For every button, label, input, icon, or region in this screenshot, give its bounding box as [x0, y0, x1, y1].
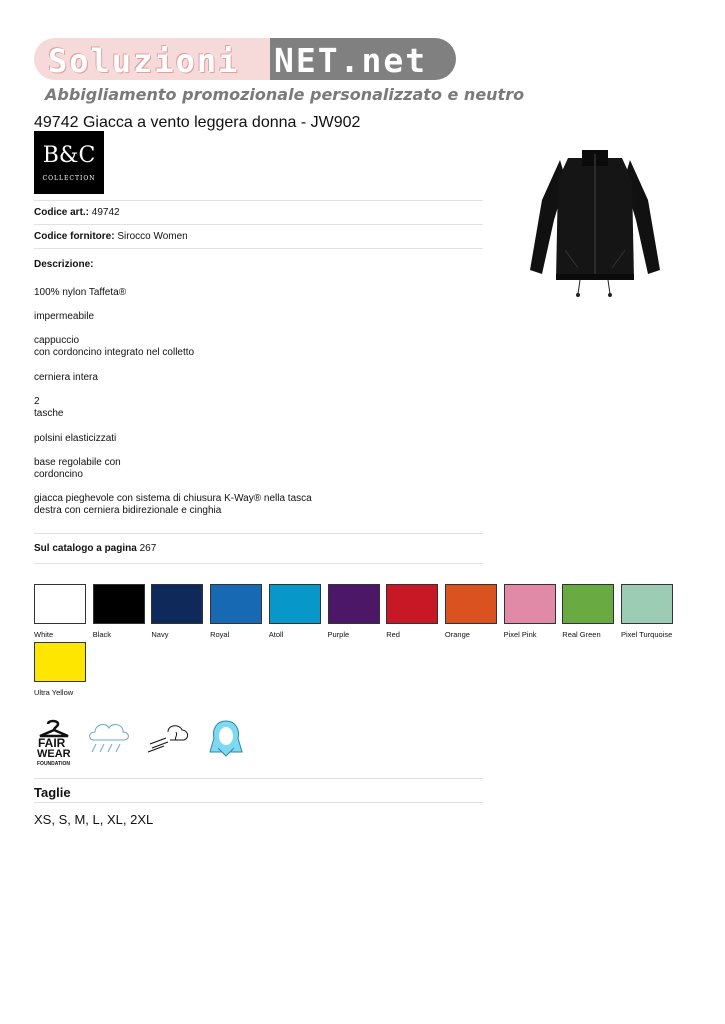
color-name: Royal — [210, 630, 230, 639]
divider — [34, 563, 483, 564]
description-line: con cordoncino integrato nel colletto — [34, 347, 195, 358]
color-name: Ultra Yellow — [34, 688, 74, 697]
description-line: base regolabile con — [34, 457, 121, 468]
hood-icon — [204, 718, 248, 758]
jacket-illustration — [520, 140, 670, 300]
description-line: 2 — [34, 396, 40, 407]
brand-sub: COLLECTION — [42, 175, 96, 182]
description-paragraph — [34, 335, 334, 359]
color-name: Red — [386, 630, 400, 639]
supplier-code-value: Sirocco Women — [117, 231, 188, 242]
hanger-icon — [34, 718, 74, 738]
color-swatch[interactable] — [34, 642, 86, 682]
fairwear-top: FAIR — [38, 736, 66, 750]
fair-wear-icon — [34, 718, 74, 770]
brand-logo — [34, 131, 104, 194]
supplier-code-label: Codice fornitore: — [34, 231, 115, 242]
color-name: Navy — [151, 630, 169, 639]
color-name: Atoll — [268, 630, 284, 639]
product-code-label: Codice art.: — [34, 207, 90, 218]
divider — [34, 778, 483, 779]
description-line: destra con cerniera bidirezionale e cinghia — [34, 505, 222, 516]
description-line: giacca pieghevole con sistema di chiusura K-Way® nella tasca — [34, 493, 312, 504]
rain-icon — [86, 718, 132, 758]
color-swatch[interactable] — [210, 584, 262, 624]
site-tagline: Abbigliamento promozionale personalizzato e neutro — [45, 85, 525, 104]
color-name: Purple — [327, 630, 350, 639]
color-name: White — [34, 630, 54, 639]
divider — [34, 248, 483, 249]
fairwear-mid: WEAR — [37, 748, 71, 760]
color-swatch[interactable] — [269, 584, 321, 624]
description-paragraph — [34, 493, 374, 517]
color-swatch[interactable] — [93, 584, 145, 624]
color-swatch[interactable] — [151, 584, 203, 624]
wind-icon — [146, 718, 192, 758]
logo-text-right: NET.net — [274, 41, 428, 80]
divider — [34, 200, 483, 201]
catalog-row — [34, 543, 156, 554]
brand-mark: B&C — [42, 143, 96, 168]
description-line: cappuccio — [34, 335, 80, 346]
color-swatch[interactable] — [504, 584, 556, 624]
description-line: cerniera intera — [34, 372, 98, 383]
fairwear-bottom: FOUNDATION — [37, 761, 70, 767]
color-name: Pixel Pink — [503, 630, 537, 639]
description-line: tasche — [34, 408, 64, 419]
sizes-values: XS, S, M, L, XL, 2XL — [34, 812, 154, 827]
description-label-row — [34, 259, 93, 270]
divider — [34, 224, 483, 225]
color-swatch[interactable] — [562, 584, 614, 624]
color-swatch[interactable] — [621, 584, 673, 624]
description-paragraph — [34, 433, 334, 445]
sizes-title: Taglie — [34, 785, 71, 800]
logo-text-left: Soluzioni — [48, 42, 240, 80]
description-paragraph — [34, 311, 334, 323]
description-paragraph — [34, 287, 334, 299]
site-logo[interactable] — [34, 38, 458, 84]
color-name: Pixel Turquoise — [621, 630, 673, 639]
color-swatch[interactable] — [34, 584, 86, 624]
color-swatch[interactable] — [386, 584, 438, 624]
description-paragraph — [34, 457, 334, 481]
description-line: cordoncino — [34, 469, 83, 480]
color-name: Black — [92, 630, 112, 639]
color-name: Real Green — [562, 630, 601, 639]
catalog-label: Sul catalogo a pagina — [34, 543, 137, 554]
supplier-code-row — [34, 231, 188, 242]
product-title: 49742 Giacca a vento leggera donna - JW902 — [34, 114, 361, 131]
divider — [34, 802, 483, 803]
divider — [34, 533, 483, 534]
description-line: 100% nylon Taffeta® — [34, 287, 127, 298]
description-line: impermeabile — [34, 311, 95, 322]
description-label: Descrizione: — [34, 259, 94, 270]
product-image — [520, 140, 670, 300]
color-swatch[interactable] — [328, 584, 380, 624]
product-code-value: 49742 — [91, 207, 120, 218]
description-paragraph — [34, 372, 334, 384]
description-line: polsini elasticizzati — [34, 433, 117, 444]
color-swatch[interactable] — [445, 584, 497, 624]
color-name: Orange — [444, 630, 470, 639]
description-paragraph — [34, 396, 334, 420]
product-code-row — [34, 207, 120, 218]
catalog-page: 267 — [139, 543, 157, 554]
